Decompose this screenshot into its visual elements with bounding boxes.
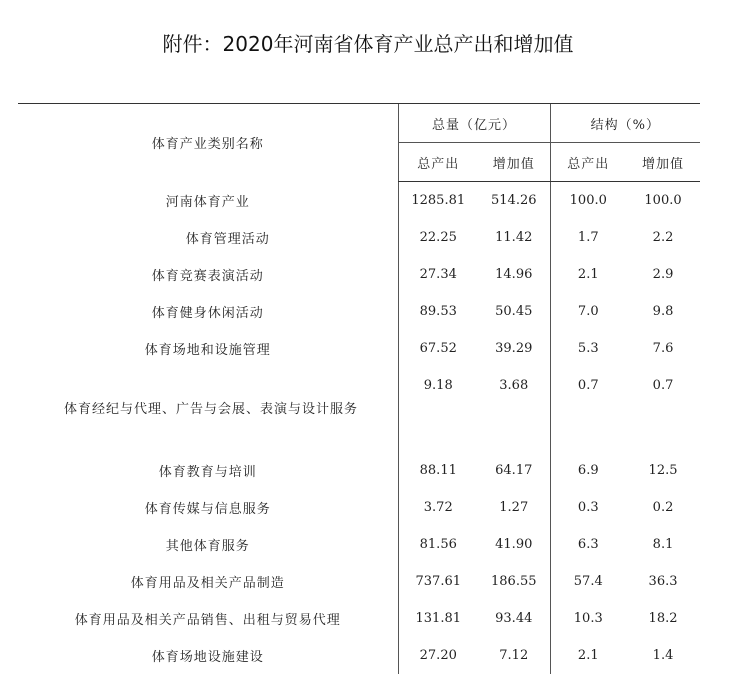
category-name: 体育经纪与代理、广告与会展、表演与设计服务	[64, 402, 359, 417]
table-row	[18, 637, 700, 674]
structure-group-header: 结构（%）	[550, 104, 700, 143]
table-row	[18, 182, 700, 220]
output-share-cell: 57.4	[550, 563, 626, 600]
table-row	[18, 563, 700, 600]
category-name: 体育用品及相关产品销售、出租与贸易代理	[74, 613, 341, 628]
table-row	[18, 526, 700, 563]
output-cell: 27.20	[398, 637, 478, 674]
output-header: 总产出	[398, 143, 478, 182]
table-header-row	[18, 104, 700, 143]
value-added-share-cell: 36.3	[648, 574, 678, 589]
category-name: 体育教育与培训	[158, 465, 257, 480]
output-share-cell: 0.3	[550, 489, 626, 526]
value-added-cell: 93.44	[495, 611, 533, 626]
output-cell: 1285.81	[398, 182, 478, 220]
output-share-cell: 10.3	[550, 600, 626, 637]
value-added-cell: 39.29	[495, 341, 533, 356]
category-name: 体育场地和设施管理	[144, 343, 271, 358]
category-name: 体育用品及相关产品制造	[130, 576, 285, 591]
value-added-share-cell: 0.7	[652, 378, 674, 393]
category-name: 其他体育服务	[165, 539, 250, 554]
table-row	[18, 219, 700, 256]
value-added-cell: 64.17	[495, 463, 533, 478]
output-cell: 9.18	[398, 367, 478, 452]
table-row	[18, 367, 700, 452]
output-share-cell: 6.9	[550, 452, 626, 489]
category-header: 体育产业类别名称	[18, 104, 398, 182]
table-row	[18, 256, 700, 293]
value-added-cell: 14.96	[495, 267, 533, 282]
output-cell: 89.53	[398, 293, 478, 330]
table-row	[18, 330, 700, 367]
output-share-cell: 0.7	[550, 367, 626, 452]
table-row	[18, 452, 700, 489]
output-share-cell: 2.1	[550, 256, 626, 293]
category-name: 体育健身休闲活动	[151, 306, 264, 321]
value-added-cell: 186.55	[491, 574, 537, 589]
output-share-cell: 7.0	[550, 293, 626, 330]
value-added-share-cell: 2.2	[652, 230, 674, 245]
output-cell: 27.34	[398, 256, 478, 293]
category-name: 体育传媒与信息服务	[144, 502, 271, 517]
table-row	[18, 600, 700, 637]
value-added-cell: 514.26	[491, 193, 537, 208]
value-added-share-cell: 8.1	[652, 537, 674, 552]
total-group-header: 总量（亿元）	[398, 104, 550, 143]
value-added-share-cell: 18.2	[648, 611, 678, 626]
output-cell: 131.81	[398, 600, 478, 637]
value-added-share-cell: 7.6	[652, 341, 674, 356]
table-row	[18, 293, 700, 330]
value-added-share-cell: 100.0	[644, 193, 682, 208]
value-added-cell: 41.90	[495, 537, 533, 552]
value-added-share-cell: 12.5	[648, 463, 678, 478]
output-cell: 22.25	[398, 219, 478, 256]
output-share-cell: 2.1	[550, 637, 626, 674]
value-added-share-cell: 0.2	[652, 500, 674, 515]
output-cell: 81.56	[398, 526, 478, 563]
category-name: 体育场地设施建设	[151, 650, 264, 665]
sports-industry-table	[18, 103, 700, 674]
value-added-cell: 50.45	[495, 304, 533, 319]
output-share-cell: 1.7	[550, 219, 626, 256]
output-share-header: 总产出	[550, 143, 626, 182]
page-title: 附件：2020年河南省体育产业总产出和增加值	[162, 32, 574, 56]
output-cell: 737.61	[398, 563, 478, 600]
table-row	[18, 489, 700, 526]
category-name: 河南体育产业	[165, 194, 250, 210]
value-added-share-cell: 2.9	[652, 267, 674, 282]
category-name: 体育管理活动	[185, 232, 270, 247]
output-cell: 67.52	[398, 330, 478, 367]
value-added-header: 增加值	[478, 143, 550, 182]
output-share-cell: 5.3	[550, 330, 626, 367]
output-share-cell: 100.0	[550, 182, 626, 220]
value-added-share-cell: 1.4	[652, 648, 674, 663]
output-cell: 88.11	[398, 452, 478, 489]
value-added-cell: 11.42	[495, 230, 533, 245]
value-added-cell: 3.68	[499, 378, 529, 393]
category-name: 体育竞赛表演活动	[151, 269, 264, 284]
output-cell: 3.72	[398, 489, 478, 526]
value-added-share-header: 增加值	[626, 143, 700, 182]
value-added-cell: 7.12	[499, 648, 529, 663]
output-share-cell: 6.3	[550, 526, 626, 563]
value-added-cell: 1.27	[499, 500, 529, 515]
value-added-share-cell: 9.8	[652, 304, 674, 319]
